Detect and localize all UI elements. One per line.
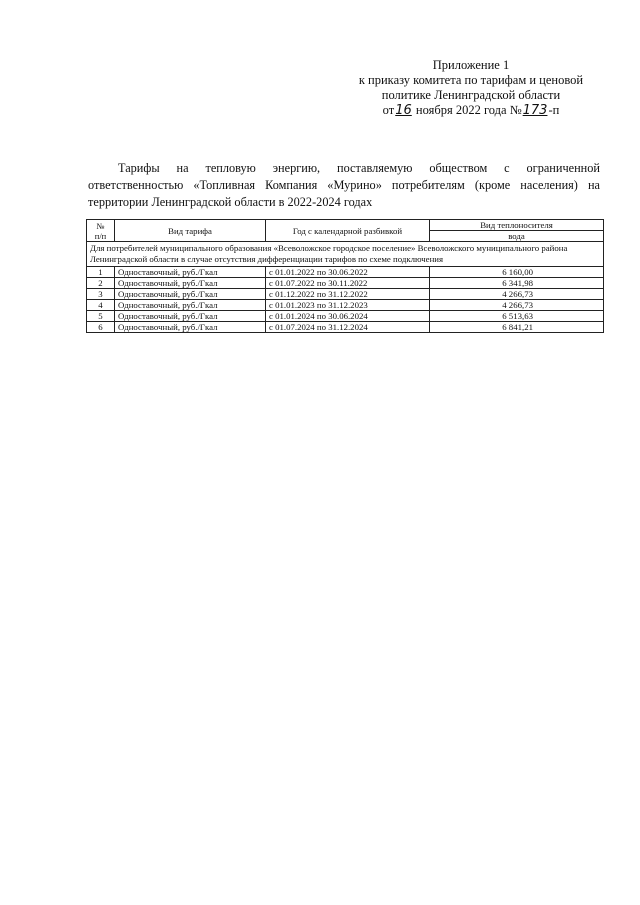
appendix-committee-line: политике Ленинградской области	[381, 88, 561, 102]
appendix-header	[340, 58, 602, 118]
header-period: Год с календарной разбивкой	[266, 220, 430, 242]
row-num: 6	[87, 322, 115, 333]
row-num: 4	[87, 300, 115, 311]
row-value: 4 266,73	[430, 289, 604, 300]
header-carrier-water: вода	[430, 231, 604, 242]
row-value: 4 266,73	[430, 300, 604, 311]
handwritten-order-number: 173	[522, 103, 548, 118]
header-num	[87, 220, 115, 242]
row-tariff: Одноставочный, руб./Гкал	[115, 311, 266, 322]
consumer-description: Для потребителей муниципального образования «Всеволожское городское поселение» Всеволожского муниципального района Ленинградской области в случае отсутствия дифференциации тарифов по схеме подключения	[87, 242, 604, 267]
row-tariff: Одноставочный, руб./Гкал	[115, 267, 266, 278]
row-period: с 01.07.2022 по 30.11.2022	[266, 278, 430, 289]
date-prefix: от	[382, 103, 395, 117]
row-period: с 01.01.2022 по 30.06.2022	[266, 267, 430, 278]
row-num: 2	[87, 278, 115, 289]
order-suffix: -п	[548, 103, 560, 117]
date-month-year: ноября 2022 года №	[415, 103, 522, 117]
table-row	[87, 322, 604, 333]
row-value: 6 341,98	[430, 278, 604, 289]
row-num: 3	[87, 289, 115, 300]
row-num: 5	[87, 311, 115, 322]
row-period: с 01.01.2023 по 31.12.2023	[266, 300, 430, 311]
document-title-text: Тарифы на тепловую энергию, поставляемую обществом с ограниченной ответственностью «Топливная Компания «Мурино» потребителям (кроме населения) на территории Ленинградской области в 2022-2024 годах	[88, 161, 600, 209]
table-row	[87, 267, 604, 278]
row-tariff: Одноставочный, руб./Гкал	[115, 300, 266, 311]
row-tariff: Одноставочный, руб./Гкал	[115, 278, 266, 289]
header-num-line2: п/п	[94, 230, 107, 241]
appendix-order-line: к приказу комитета по тарифам и ценовой	[358, 73, 584, 87]
row-num: 1	[87, 267, 115, 278]
table-row	[87, 311, 604, 322]
table-row	[87, 278, 604, 289]
row-value: 6 513,63	[430, 311, 604, 322]
header-carrier: Вид теплоносителя	[430, 220, 604, 231]
table-row	[87, 300, 604, 311]
table-header-row	[87, 220, 604, 231]
appendix-date-line	[340, 103, 602, 118]
header-tariff-type: Вид тарифа	[115, 220, 266, 242]
appendix-title: Приложение 1	[432, 58, 510, 72]
table-row	[87, 289, 604, 300]
row-tariff: Одноставочный, руб./Гкал	[115, 289, 266, 300]
tariff-table	[86, 219, 604, 333]
document-title	[88, 160, 600, 211]
row-period: с 01.01.2024 по 30.06.2024	[266, 311, 430, 322]
row-value: 6 160,00	[430, 267, 604, 278]
row-period: с 01.07.2024 по 31.12.2024	[266, 322, 430, 333]
row-period: с 01.12.2022 по 31.12.2022	[266, 289, 430, 300]
row-tariff: Одноставочный, руб./Гкал	[115, 322, 266, 333]
header-num-line1: №	[96, 220, 105, 231]
row-value: 6 841,21	[430, 322, 604, 333]
consumer-row	[87, 242, 604, 267]
handwritten-day: 16	[395, 103, 412, 118]
